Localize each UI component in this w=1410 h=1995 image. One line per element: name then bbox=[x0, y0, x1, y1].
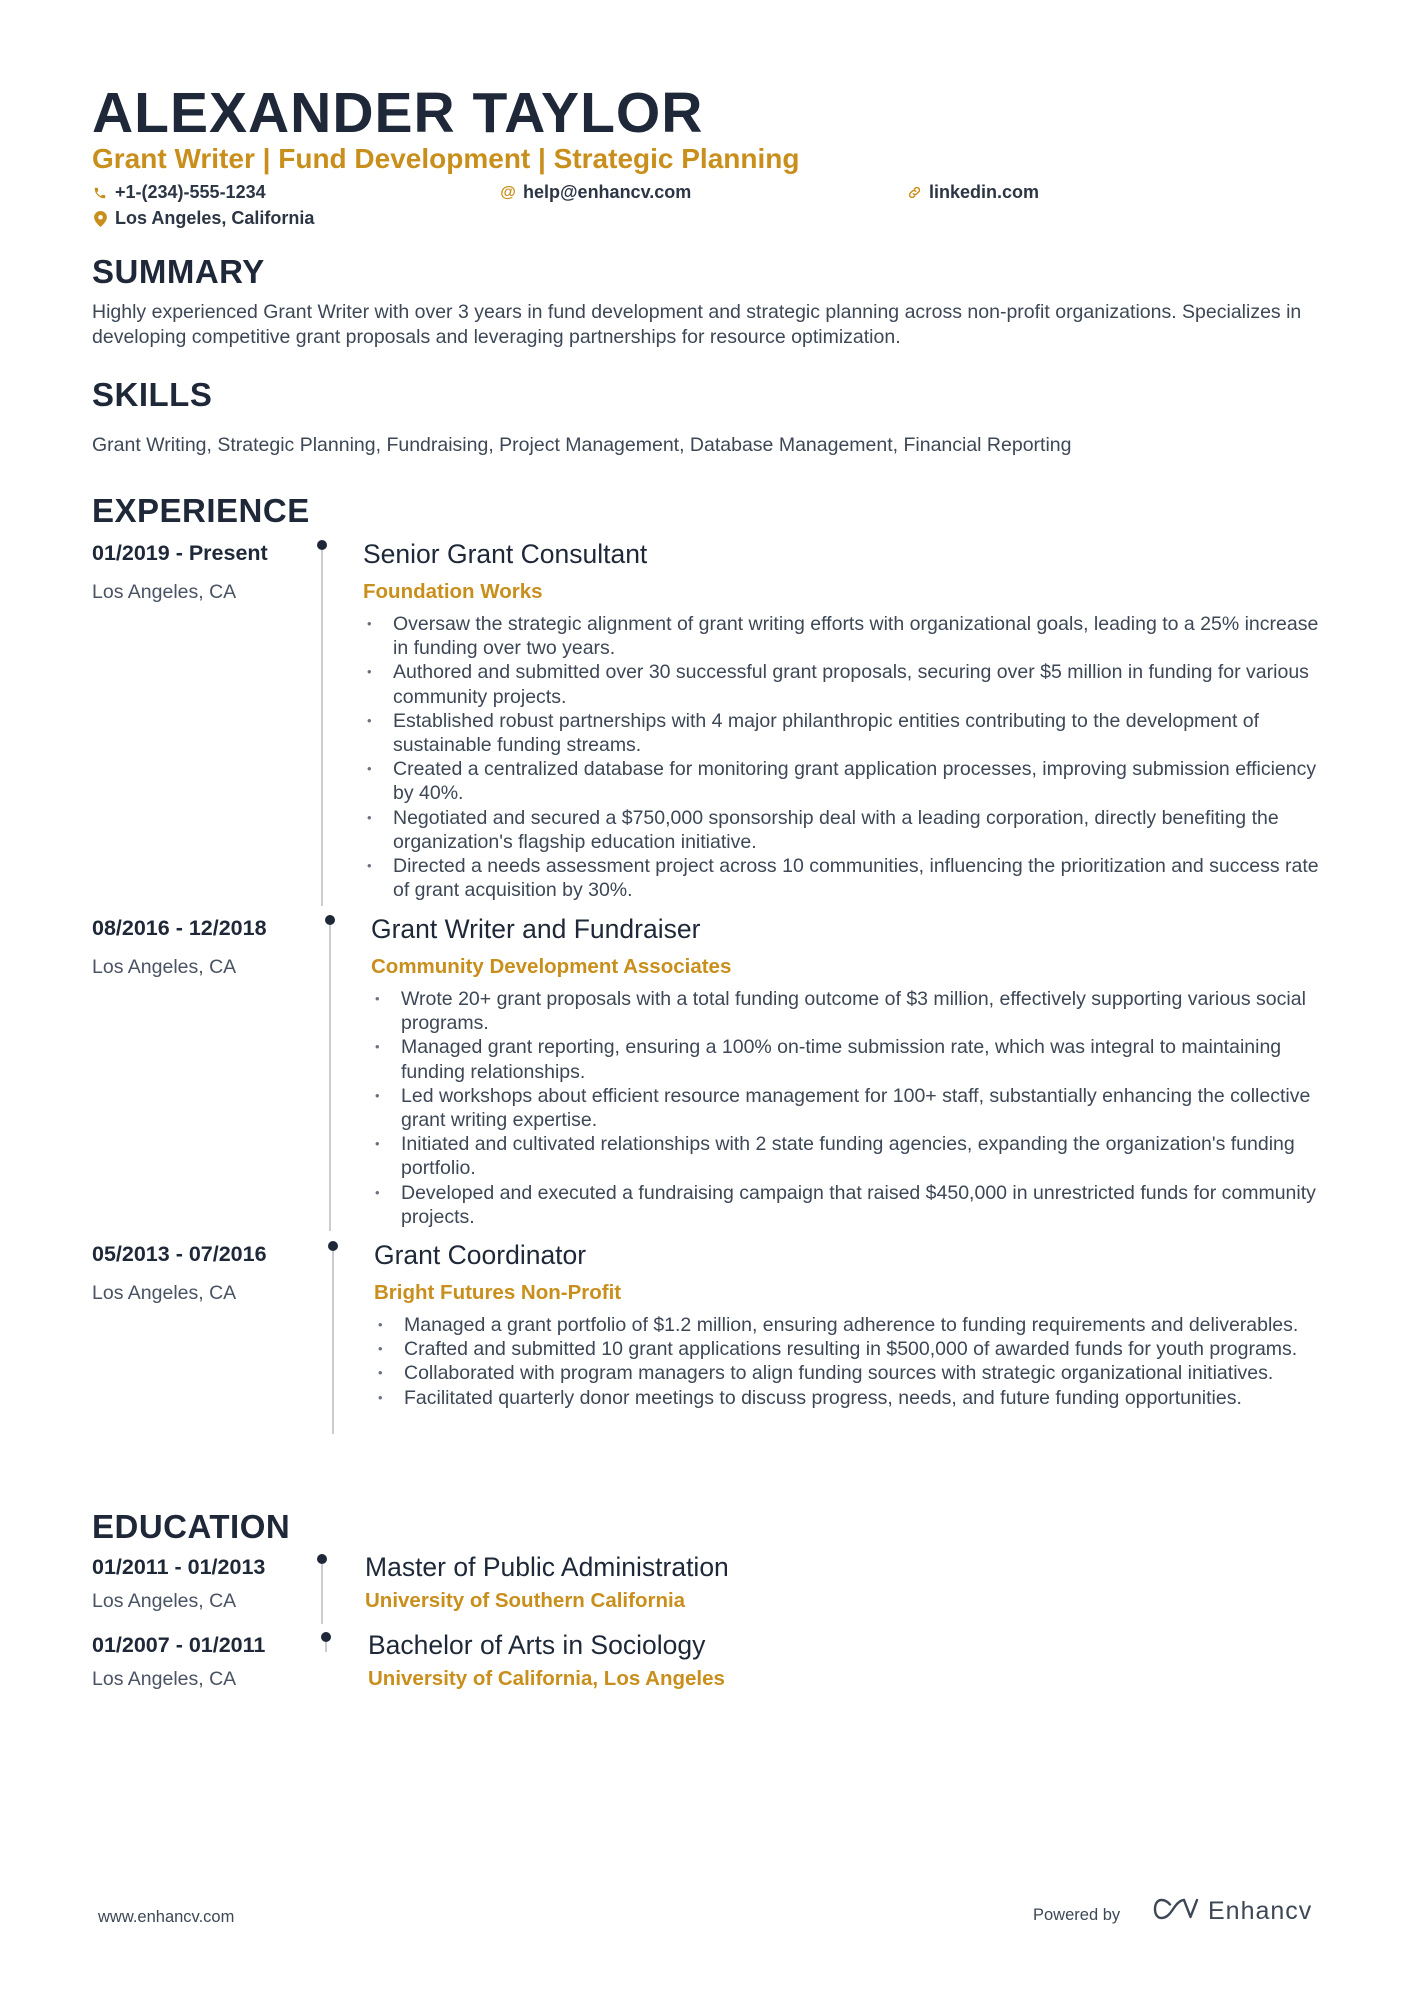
experience-location: Los Angeles, CA bbox=[92, 956, 237, 978]
experience-dates: 01/2019 - Present bbox=[92, 541, 268, 565]
achievement-list bbox=[363, 612, 1338, 902]
list-item: • Wrote 20+ grant proposals with a total funding outcome of $3 million, effectively supporting various social programs. bbox=[371, 987, 1343, 1035]
email-text[interactable]: help@enhancv.com bbox=[523, 182, 692, 202]
timeline-line bbox=[321, 1564, 323, 1624]
contact-location bbox=[92, 208, 314, 229]
timeline-dot bbox=[328, 1241, 338, 1251]
list-item: • Managed a grant portfolio of $1.2 million, ensuring adherence to funding requirements and deliverables. bbox=[374, 1313, 1340, 1337]
list-item: • Managed grant reporting, ensuring a 100% on-time submission rate, which was integral to maintaining funding relationships. bbox=[371, 1035, 1343, 1083]
education-dates: 01/2011 - 01/2013 bbox=[92, 1555, 266, 1579]
timeline-dot bbox=[317, 540, 327, 550]
achievement-list bbox=[374, 1313, 1340, 1410]
timeline-line bbox=[329, 925, 331, 1231]
phone-icon bbox=[92, 186, 108, 200]
timeline-dot bbox=[325, 915, 335, 925]
experience-dates: 08/2016 - 12/2018 bbox=[92, 916, 267, 940]
brand-logo[interactable] bbox=[1152, 1896, 1312, 1927]
experience-location: Los Angeles, CA bbox=[92, 1282, 237, 1304]
list-item: • Collaborated with program managers to align funding sources with strategic organizational initiatives. bbox=[374, 1361, 1340, 1385]
at-icon: @ bbox=[500, 183, 516, 201]
list-item: • Oversaw the strategic alignment of grant writing efforts with organizational goals, leading to a 25% increase in funding over two years. bbox=[363, 612, 1338, 660]
contact-email[interactable] bbox=[500, 182, 691, 203]
contact-phone bbox=[92, 182, 266, 203]
education-location: Los Angeles, CA bbox=[92, 1590, 237, 1612]
degree-title: Master of Public Administration bbox=[365, 1552, 729, 1582]
company-name: Community Development Associates bbox=[371, 955, 732, 978]
education-location: Los Angeles, CA bbox=[92, 1668, 237, 1690]
timeline-dot bbox=[317, 1554, 327, 1564]
experience-location: Los Angeles, CA bbox=[92, 581, 237, 603]
list-item: • Facilitated quarterly donor meetings to discuss progress, needs, and future funding opportunities. bbox=[374, 1386, 1340, 1410]
timeline-line bbox=[325, 1642, 327, 1652]
powered-by-label: Powered by bbox=[1033, 1906, 1121, 1924]
timeline-line bbox=[321, 550, 323, 906]
job-title: Grant Writer and Fundraiser bbox=[371, 914, 701, 944]
list-item: • Authored and submitted over 30 successful grant proposals, securing over $5 million in funding for various community projects. bbox=[363, 660, 1338, 708]
list-item: • Led workshops about efficient resource management for 100+ staff, substantially enhancing the collective grant writing expertise. bbox=[371, 1084, 1343, 1132]
list-item: • Developed and executed a fundraising campaign that raised $450,000 in unrestricted funds for community projects. bbox=[371, 1181, 1343, 1229]
timeline-line bbox=[332, 1251, 334, 1434]
list-item: • Established robust partnerships with 4 major philanthropic entities contributing to the development of sustainable funding streams. bbox=[363, 709, 1338, 757]
achievement-list bbox=[371, 987, 1343, 1229]
experience-heading: EXPERIENCE bbox=[92, 492, 310, 529]
candidate-name: ALEXANDER TAYLOR bbox=[92, 81, 704, 145]
footer-website-link[interactable]: www.enhancv.com bbox=[98, 1908, 235, 1926]
headline: Grant Writer | Fund Development | Strategic Planning bbox=[92, 143, 800, 174]
list-item: • Initiated and cultivated relationships with 2 state funding agencies, expanding the organization's funding portfolio. bbox=[371, 1132, 1343, 1180]
company-name: Bright Futures Non-Profit bbox=[374, 1281, 622, 1304]
school-name: University of Southern California bbox=[365, 1589, 686, 1612]
location-text: Los Angeles, California bbox=[115, 208, 315, 228]
list-item: • Directed a needs assessment project across 10 communities, influencing the prioritization and success rate of grant acquisition by 30%. bbox=[363, 854, 1338, 902]
list-item: • Negotiated and secured a $750,000 sponsorship deal with a leading corporation, directly benefiting the organization's flagship education initiative. bbox=[363, 806, 1338, 854]
phone-text: +1-(234)-555-1234 bbox=[115, 182, 266, 202]
timeline-dot bbox=[321, 1632, 331, 1642]
school-name: University of California, Los Angeles bbox=[368, 1667, 725, 1690]
linkedin-text[interactable]: linkedin.com bbox=[929, 182, 1040, 202]
skills-text: Grant Writing, Strategic Planning, Fundraising, Project Management, Database Management, Financial Reporting bbox=[92, 434, 1072, 456]
link-icon bbox=[906, 185, 922, 200]
contact-linkedin[interactable] bbox=[906, 182, 1039, 203]
company-name: Foundation Works bbox=[363, 580, 543, 603]
experience-dates: 05/2013 - 07/2016 bbox=[92, 1242, 267, 1266]
degree-title: Bachelor of Arts in Sociology bbox=[368, 1630, 706, 1660]
enhancv-logo-icon bbox=[1152, 1896, 1200, 1927]
job-title: Senior Grant Consultant bbox=[363, 539, 648, 569]
skills-heading: SKILLS bbox=[92, 376, 213, 413]
list-item: • Created a centralized database for monitoring grant application processes, improving submission efficiency by 40%. bbox=[363, 757, 1338, 805]
summary-heading: SUMMARY bbox=[92, 253, 265, 290]
list-item: • Crafted and submitted 10 grant applications resulting in $500,000 of awarded funds for youth programs. bbox=[374, 1337, 1340, 1361]
education-heading: EDUCATION bbox=[92, 1508, 291, 1545]
job-title: Grant Coordinator bbox=[374, 1240, 587, 1270]
brand-name: Enhancv bbox=[1208, 1897, 1313, 1925]
summary-text: Highly experienced Grant Writer with over 3 years in fund development and strategic planning across non-profit organizations. Specializes in developing competitive grant proposals and leveraging partnerships for resource optimization. bbox=[92, 301, 1302, 348]
map-pin-icon bbox=[92, 211, 108, 227]
education-dates: 01/2007 - 01/2011 bbox=[92, 1633, 266, 1657]
